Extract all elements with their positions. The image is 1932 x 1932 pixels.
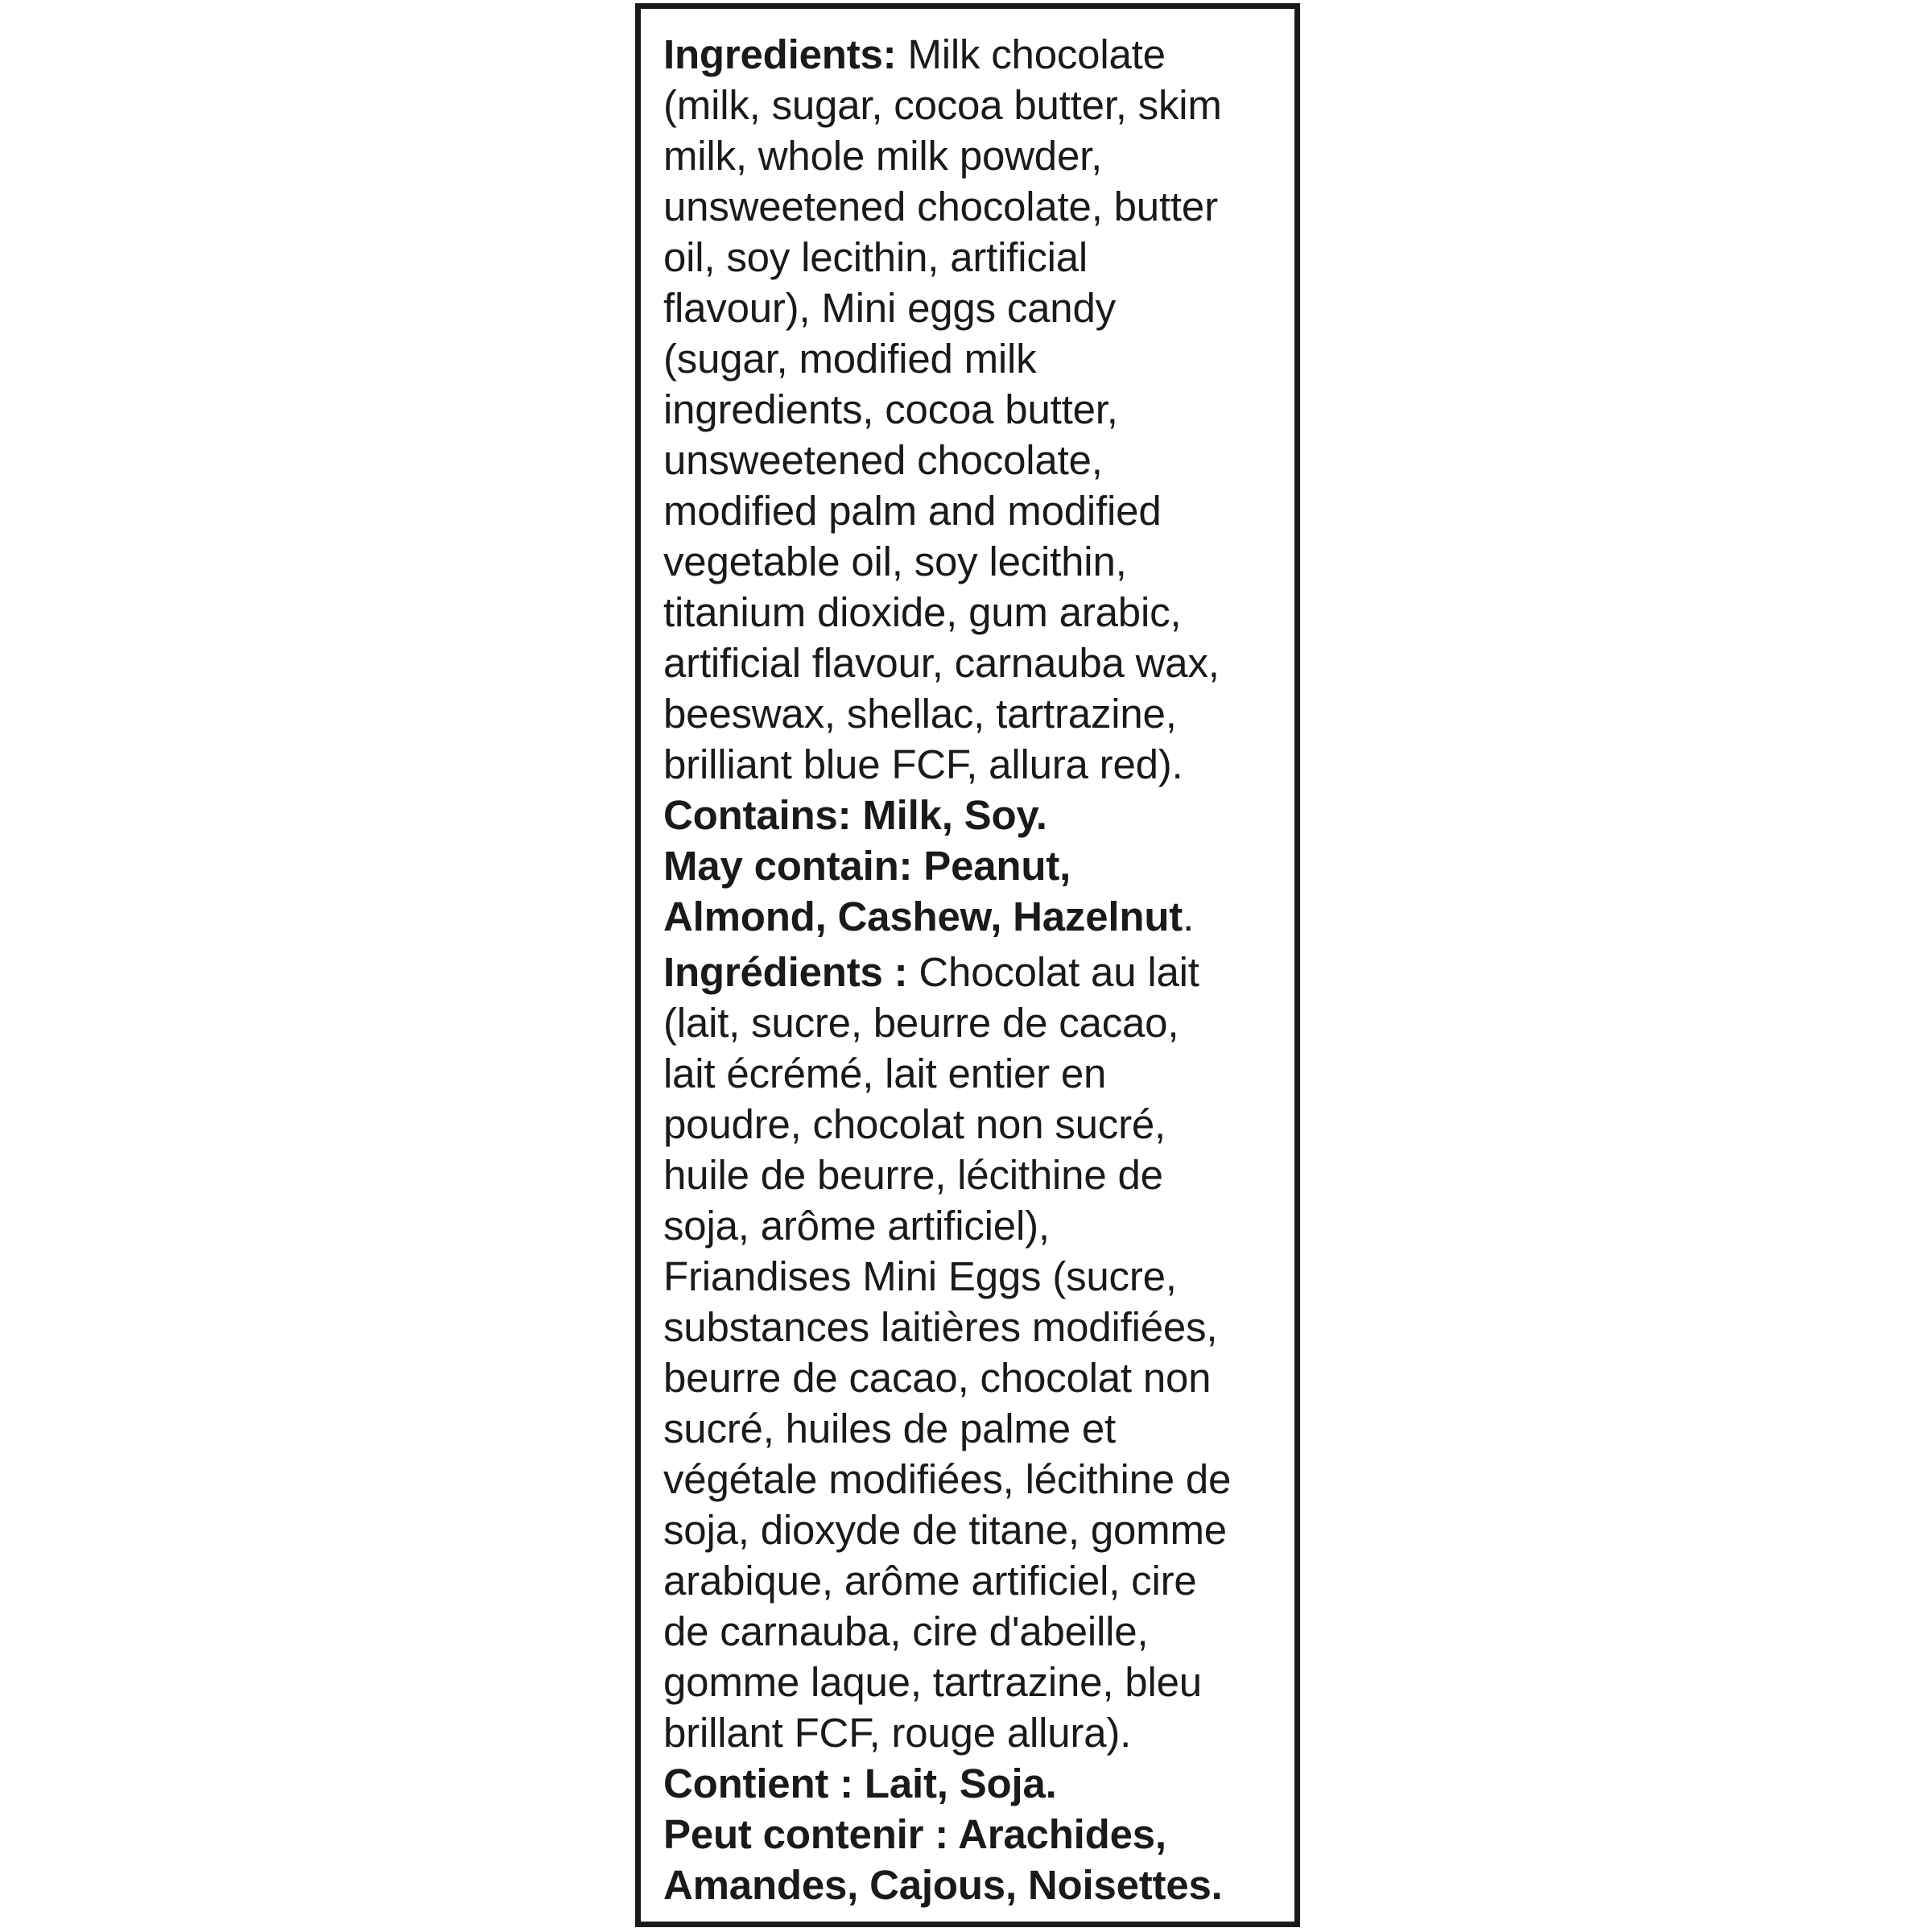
english-may-contain-line <box>663 896 1194 937</box>
french-may-contain-nuts: Amandes, Cajous, Noisettes. <box>663 1862 1223 1908</box>
english-ingredient-line: milk, whole milk powder, <box>663 133 1103 179</box>
english-ingredient-line: modified palm and modified <box>663 488 1162 534</box>
english-ingredient-line: unsweetened chocolate, <box>663 437 1103 483</box>
french-ingredient-line: lait écrémé, lait entier en <box>663 1051 1107 1096</box>
english-ingredients-heading: Ingredients: <box>663 31 897 77</box>
english-ingredients-line <box>663 31 1166 77</box>
french-ingredient-line: soja, dioxyde de titane, gomme <box>663 1507 1227 1553</box>
english-ingredient-line: (sugar, modified milk <box>663 336 1037 382</box>
french-ingredient-line: végétale modifiées, lécithine de <box>663 1456 1232 1502</box>
english-ingredient-line: unsweetened chocolate, butter <box>663 184 1218 229</box>
french-ingredient-line: sucré, huiles de palme et <box>663 1406 1116 1451</box>
english-may-contain-nuts: Almond, Cashew, Hazelnut <box>663 894 1183 939</box>
english-ingredient-line: artificial flavour, carnauba wax, <box>663 640 1220 686</box>
english-ingredient-line: brilliant blue FCF, allura red). <box>663 741 1183 787</box>
french-ingredient-line: arabique, arôme artificiel, cire <box>663 1558 1197 1604</box>
english-ingredient-line: (milk, sugar, cocoa butter, skim <box>663 82 1222 128</box>
english-ingredient-line: titanium dioxide, gum arabic, <box>663 589 1182 635</box>
french-ingredient-line: gomme laque, tartrazine, bleu <box>663 1659 1202 1705</box>
english-ingredient-line: flavour), Mini eggs candy <box>663 285 1116 331</box>
english-may-contain-period: . <box>1183 894 1195 939</box>
french-ingredients-line <box>663 949 1199 995</box>
french-ingredient-text: Chocolat au lait <box>907 949 1199 995</box>
french-ingredient-line: huile de beurre, lécithine de <box>663 1152 1163 1198</box>
french-ingredient-line: Friandises Mini Eggs (sucre, <box>663 1253 1177 1299</box>
french-may-contain-statement: Peut contenir : Arachides, <box>663 1811 1166 1857</box>
english-ingredient-line: vegetable oil, soy lecithin, <box>663 539 1127 584</box>
english-may-contain-statement: May contain: Peanut, <box>663 843 1071 889</box>
french-ingredients-heading: Ingrédients : <box>663 949 908 995</box>
french-ingredient-line: soja, arôme artificiel), <box>663 1203 1050 1249</box>
french-ingredient-line: brillant FCF, rouge allura). <box>663 1710 1132 1756</box>
french-ingredient-line: substances laitières modifiées, <box>663 1304 1218 1350</box>
english-ingredient-line: oil, soy lecithin, artificial <box>663 234 1088 280</box>
english-contains-statement: Contains: Milk, Soy. <box>663 792 1047 838</box>
english-ingredient-line: beeswax, shellac, tartrazine, <box>663 691 1177 737</box>
french-ingredient-line: de carnauba, cire d'abeille, <box>663 1608 1149 1654</box>
english-ingredient-line: ingredients, cocoa butter, <box>663 386 1118 432</box>
english-ingredient-text: Milk chocolate <box>896 31 1166 77</box>
french-ingredient-line: beurre de cacao, chocolat non <box>663 1355 1212 1401</box>
french-contains-statement: Contient : Lait, Soja. <box>663 1761 1057 1806</box>
french-ingredient-line: poudre, chocolat non sucré, <box>663 1101 1166 1147</box>
french-ingredient-line: (lait, sucre, beurre de cacao, <box>663 1000 1179 1046</box>
